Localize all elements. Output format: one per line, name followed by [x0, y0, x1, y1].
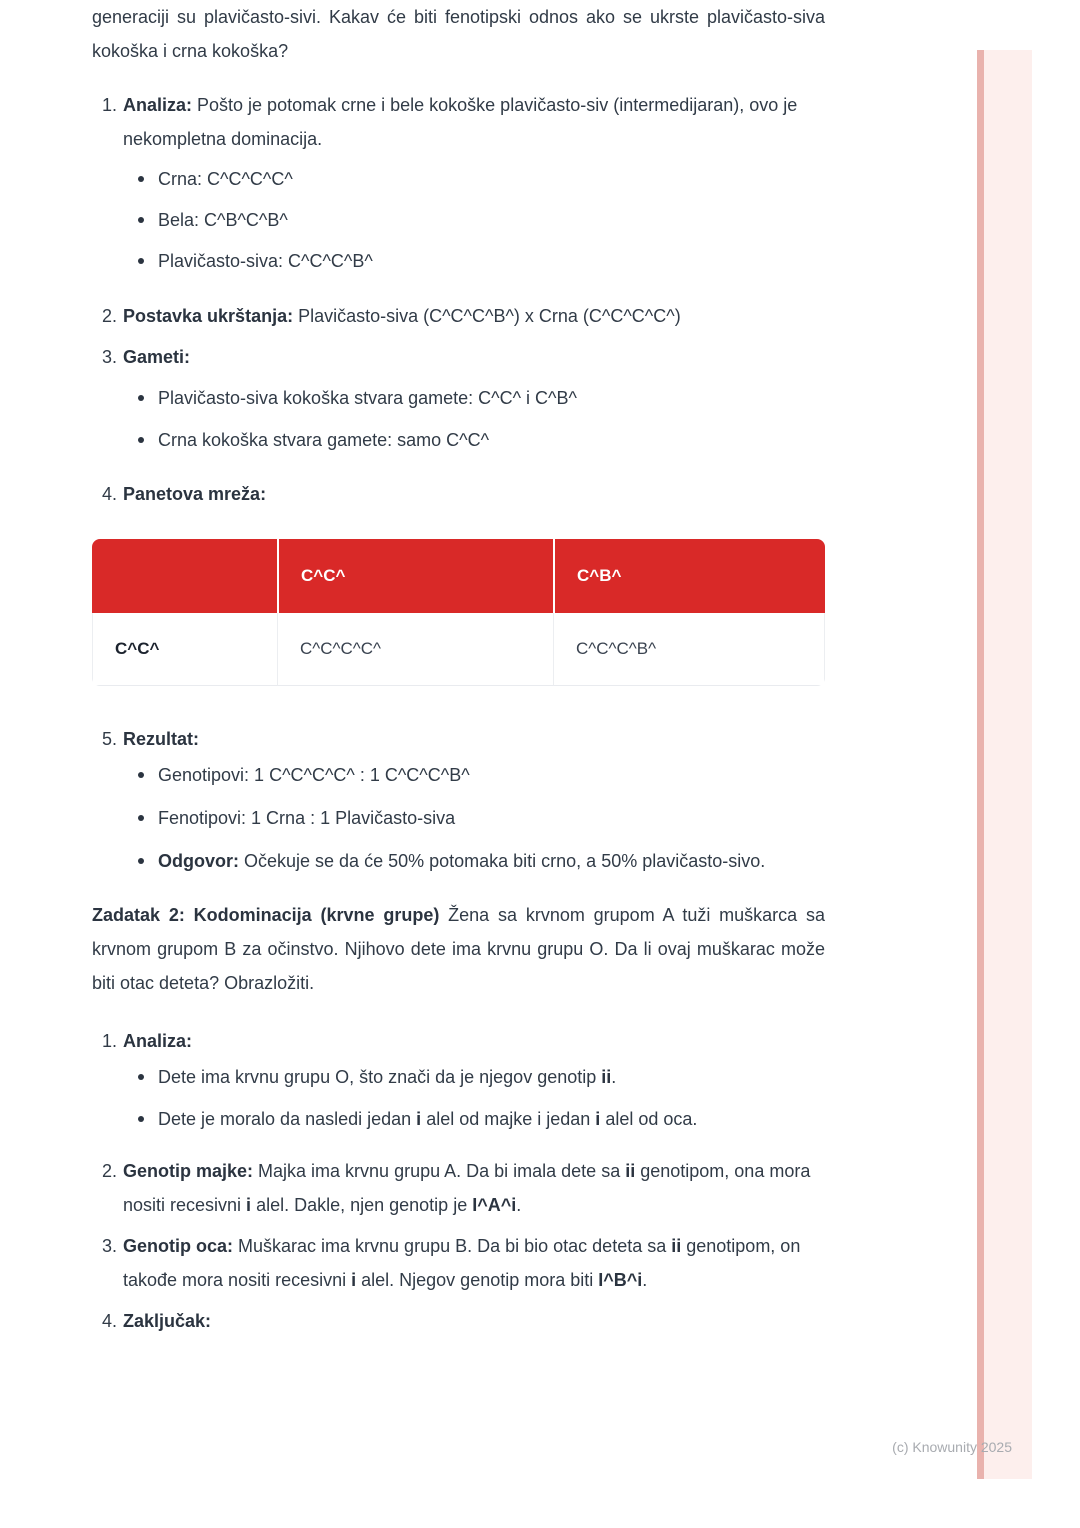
bullet-dot-icon — [138, 176, 144, 182]
step-text: Genotip oca: Muškarac ima krvnu grupu B. Da bi bio otac deteta sa ii genotipom, on takođe mora nositi recesivni i alel. Njegov genotip mora biti I^B^i. — [123, 1236, 801, 1290]
bullet-dot-icon — [138, 815, 144, 821]
step-text: Genotip majke: Majka ima krvnu grupu A. Da bi imala dete sa ii genotipom, ona mora nositi recesivni i alel. Dakle, njen genotip je I^A^i. — [123, 1161, 811, 1215]
punnett-corner-cell — [92, 539, 277, 613]
step-number: 2. — [102, 306, 118, 326]
bullet-dot-icon — [138, 772, 144, 778]
bullet-dot-icon — [138, 858, 144, 864]
step-text: Analiza: — [123, 1031, 193, 1051]
list-item — [92, 1060, 825, 1094]
step-text: Postavka ukrštanja: Plavičasto-siva (C^C^C^B^) x Crna (C^C^C^C^) — [123, 306, 681, 326]
list-item — [92, 381, 825, 415]
copyright-text: (c) Knowunity 2025 — [892, 1439, 1012, 1455]
bullet-dot-icon — [138, 1074, 144, 1080]
step-text: Analiza: Pošto je potomak crne i bele kokoške plavičasto-siv (intermedijaran), ovo je nekompletna dominacija. — [123, 95, 798, 149]
step-text: Panetova mreža: — [123, 484, 267, 504]
bullet-dot-icon — [138, 258, 144, 264]
bullet-dot-icon — [138, 437, 144, 443]
step-number: 1. — [102, 95, 118, 115]
task1-step-gameti — [92, 340, 825, 374]
list-item — [92, 844, 825, 878]
step-number: 1. — [102, 1031, 118, 1051]
step-number: 5. — [102, 729, 118, 749]
list-item — [92, 203, 825, 237]
bullet-text: Plavičasto-siva: C^C^C^B^ — [158, 251, 373, 271]
list-item — [92, 423, 825, 457]
task2-step-analiza — [92, 1024, 825, 1058]
list-item — [92, 1102, 825, 1136]
list-item — [92, 162, 825, 196]
list-item — [92, 758, 825, 792]
punnett-body-row — [92, 613, 825, 686]
bullet-dot-icon — [138, 395, 144, 401]
step-number: 4. — [102, 484, 118, 504]
punnett-header-cell: C^B^ — [553, 539, 825, 613]
document-content — [92, 0, 825, 1338]
punnett-header-cell: C^C^ — [277, 539, 553, 613]
task1-step-postavka — [92, 299, 825, 333]
task1-step-rezultat — [92, 722, 825, 756]
list-item — [92, 244, 825, 278]
bullet-text: Dete ima krvnu grupu O, što znači da je njegov genotip ii. — [158, 1067, 617, 1087]
bullet-text: Fenotipovi: 1 Crna : 1 Plavičasto-siva — [158, 808, 456, 828]
punnett-table — [92, 539, 825, 686]
bullet-text: Crna: C^C^C^C^ — [158, 169, 293, 189]
right-margin-stripe — [977, 50, 1032, 1479]
task2-step-genotip-majke — [92, 1154, 825, 1222]
punnett-row-header-cell: C^C^ — [92, 613, 277, 686]
punnett-cell: C^C^C^B^ — [553, 613, 825, 686]
bullet-text: Odgovor: Očekuje se da će 50% potomaka biti crno, a 50% plavičasto-sivo. — [158, 851, 766, 871]
task2-step-genotip-oca — [92, 1229, 825, 1297]
step-number: 3. — [102, 1236, 118, 1256]
bullet-text: Bela: C^B^C^B^ — [158, 210, 288, 230]
bullet-text: Dete je moralo da nasledi jedan i alel od majke i jedan i alel od oca. — [158, 1109, 698, 1129]
list-item — [92, 801, 825, 835]
task2-step-zakljucak — [92, 1304, 825, 1338]
bullet-text: Genotipovi: 1 C^C^C^C^ : 1 C^C^C^B^ — [158, 765, 470, 785]
task1-step-panetova-mreza — [92, 477, 825, 511]
intro-paragraph: generaciji su plavičasto-sivi. Kakav će biti fenotipski odnos ako se ukrste plavičasto-siva kokoška i crna kokoška? — [92, 7, 825, 61]
step-text: Rezultat: — [123, 729, 199, 749]
punnett-cell: C^C^C^C^ — [277, 613, 553, 686]
step-number: 3. — [102, 347, 118, 367]
task1-step-analiza — [92, 88, 825, 156]
step-text: Zaključak: — [123, 1311, 212, 1331]
step-number: 4. — [102, 1311, 118, 1331]
punnett-header-row — [92, 539, 825, 613]
bullet-dot-icon — [138, 1116, 144, 1122]
bullet-text: Crna kokoška stvara gamete: samo C^C^ — [158, 430, 490, 450]
step-number: 2. — [102, 1161, 118, 1181]
step-text: Gameti: — [123, 347, 191, 367]
bullet-text: Plavičasto-siva kokoška stvara gamete: C^C^ i C^B^ — [158, 388, 577, 408]
task2-intro-paragraph: Zadatak 2: Kodominacija (krvne grupe) Žena sa krvnom grupom A tuži muškarca sa krvnom grupom B za očinstvo. Njihovo dete ima krvnu grupu O. Da li ovaj muškarac može biti otac deteta? Obrazložiti. — [92, 905, 826, 993]
bullet-dot-icon — [138, 217, 144, 223]
